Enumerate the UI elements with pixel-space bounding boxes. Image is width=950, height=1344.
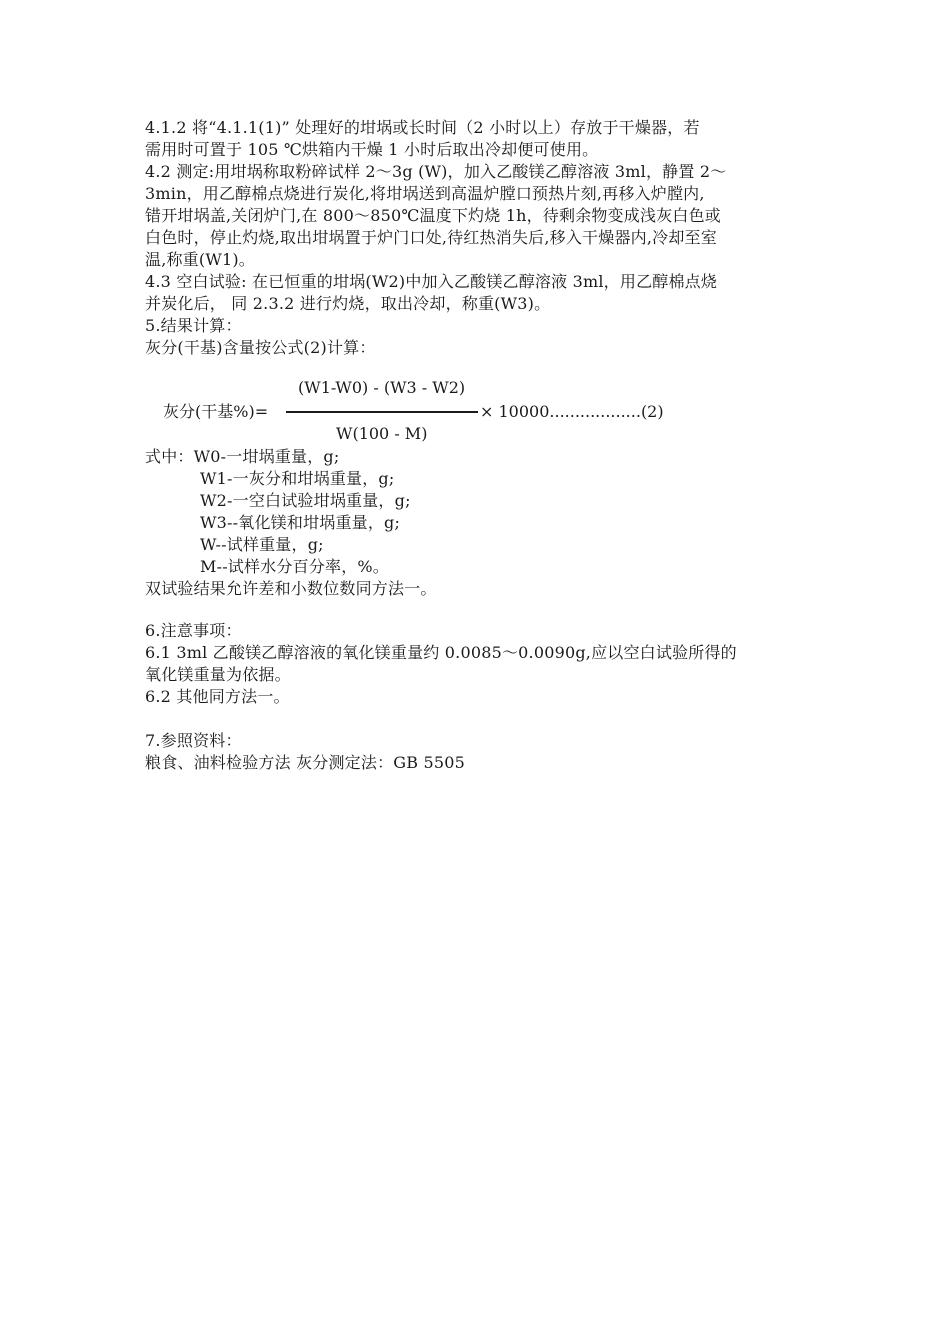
note-6-1-line-1: 6.1 3ml 乙酸镁乙醇溶液的氧化镁重量约 0.0085～0.0090g,应以空白试验所得的 bbox=[145, 643, 737, 662]
paragraph-4-1-2-line-2: 需用时可置于 105 ℃烘箱内干燥 1 小时后取出冷却便可使用。 bbox=[145, 140, 599, 159]
ash-content-formula bbox=[0, 374, 950, 444]
formula-denominator: W(100 - M) bbox=[336, 424, 428, 443]
fraction-bar bbox=[286, 411, 478, 413]
paragraph-4-2-line-3: 错开坩埚盖,关闭炉门,在 800～850℃温度下灼烧 1h，待剩余物变成浅灰白色或 bbox=[145, 206, 722, 225]
note-6-1-line-2: 氧化镁重量为依据。 bbox=[145, 665, 291, 684]
paragraph-4-2-line-1: 4.2 测定:用坩埚称取粉碎试样 2～3g (W)，加入乙酸镁乙醇溶液 3ml，静置 2～ bbox=[145, 162, 727, 181]
definition-w3: W3--氧化镁和坩埚重量，g; bbox=[200, 513, 401, 532]
formula-left-side: 灰分(干基%)= bbox=[163, 402, 269, 421]
definition-w0: 式中：W0-一坩埚重量，g; bbox=[145, 447, 340, 466]
section-5-intro: 灰分(干基)含量按公式(2)计算： bbox=[145, 338, 376, 357]
tolerance-note: 双试验结果允许差和小数位数同方法一。 bbox=[145, 579, 437, 598]
section-5-heading: 5.结果计算： bbox=[145, 316, 242, 335]
paragraph-4-1-2-line-1: 4.1.2 将“4.1.1(1)” 处理好的坩埚或长时间（2 小时以上）存放于干燥器，若 bbox=[145, 118, 700, 137]
paragraph-4-2-line-4: 白色时，停止灼烧,取出坩埚置于炉门口处,待红热消失后,移入干燥器内,冷却至室 bbox=[145, 228, 717, 247]
paragraph-4-2-line-5: 温,称重(W1)。 bbox=[145, 250, 255, 269]
section-6-heading: 6.注意事项： bbox=[145, 621, 242, 640]
definition-w2: W2-一空白试验坩埚重量，g; bbox=[200, 491, 411, 510]
definition-m: M--试样水分百分率，%。 bbox=[200, 557, 389, 576]
reference-item: 粮食、油料检验方法 灰分测定法：GB 5505 bbox=[145, 753, 466, 772]
definition-w: W--试样重量，g; bbox=[200, 535, 324, 554]
note-6-2: 6.2 其他同方法一。 bbox=[145, 687, 290, 706]
paragraph-4-3-line-2: 并炭化后， 同 2.3.2 进行灼烧，取出冷却，称重(W3)。 bbox=[145, 294, 551, 313]
definition-w1: W1-一灰分和坩埚重量，g; bbox=[200, 469, 395, 488]
paragraph-4-3-line-1: 4.3 空白试验: 在已恒重的坩埚(W2)中加入乙酸镁乙醇溶液 3ml，用乙醇棉点烧 bbox=[145, 272, 718, 291]
formula-numerator: (W1-W0) - (W3 - W2) bbox=[298, 378, 466, 397]
formula-multiplier: × 10000..................(2) bbox=[480, 402, 664, 421]
section-7-heading: 7.参照资料： bbox=[145, 731, 242, 750]
paragraph-4-2-line-2: 3min，用乙醇棉点烧进行炭化,将坩埚送到高温炉膛口预热片刻,再移入炉膛内, bbox=[145, 184, 705, 203]
